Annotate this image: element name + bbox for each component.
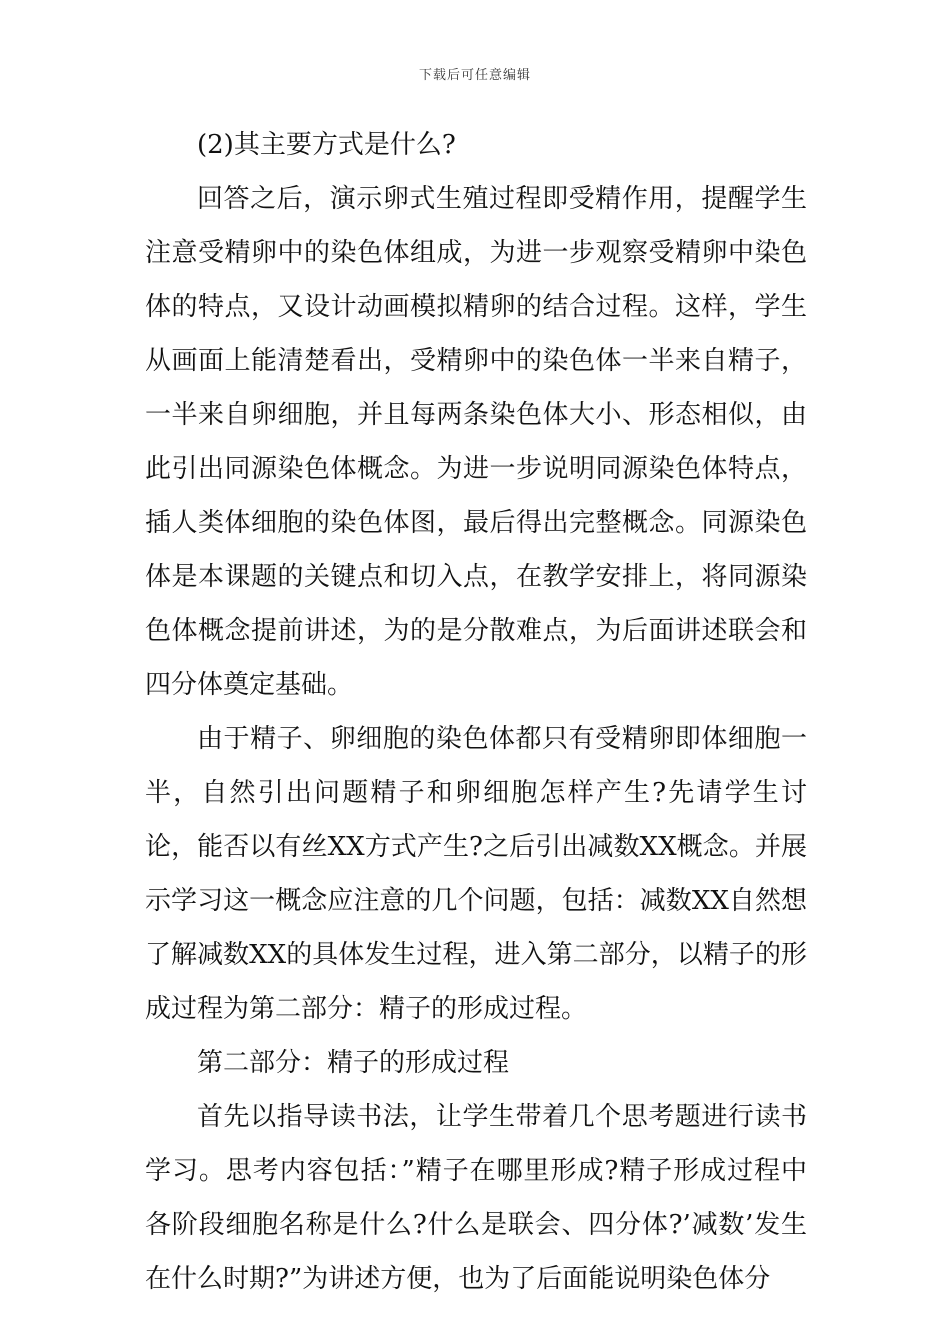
document-body <box>145 118 807 1306</box>
paragraph-fertilization: 回答之后，演示卵式生殖过程即受精作用，提醒学生注意受精卵中的染色体组成，为进一步观察受精卵中染色体的特点，又设计动画模拟精卵的结合过程。这样，学生从画面上能清楚看出，受精卵中的染色体一半来自精子，一半来自卵细胞，并且每两条染色体大小、形态相似，由此引出同源染色体概念。为进一步说明同源染色体特点，插人类体细胞的染色体图，最后得出完整概念。同源染色体是本课题的关键点和切入点，在教学安排上，将同源染色体概念提前讲述，为的是分散难点，为后面讲述联会和四分体奠定基础。 <box>145 184 807 700</box>
paragraph-meiosis-intro: 由于精子、卵细胞的染色体都只有受精卵即体细胞一半，自然引出问题精子和卵细胞怎样产生?先请学生讨论，能否以有丝XX方式产生?之后引出减数XX概念。并展示学习这一概念应注意的几个问题，包括：减数XX自然想了解减数XX的具体发生过程，进入第二部分，以精子的形成过程为第二部分：精子的形成过程。 <box>145 724 807 1024</box>
paragraph-question: (2)其主要方式是什么? <box>197 130 456 160</box>
page-header-note: 下载后可任意编辑 <box>418 68 531 83</box>
section-heading: 第二部分：精子的形成过程 <box>197 1048 510 1078</box>
paragraph-reading-method: 首先以指导读书法，让学生带着几个思考题进行读书学习。思考内容包括：”精子在哪里形成?精子形成过程中各阶段细胞名称是什么?什么是联会、四分体?’减数’发生在什么时期?”为讲述方便，也为了后面能说明染色体分 <box>145 1102 807 1294</box>
